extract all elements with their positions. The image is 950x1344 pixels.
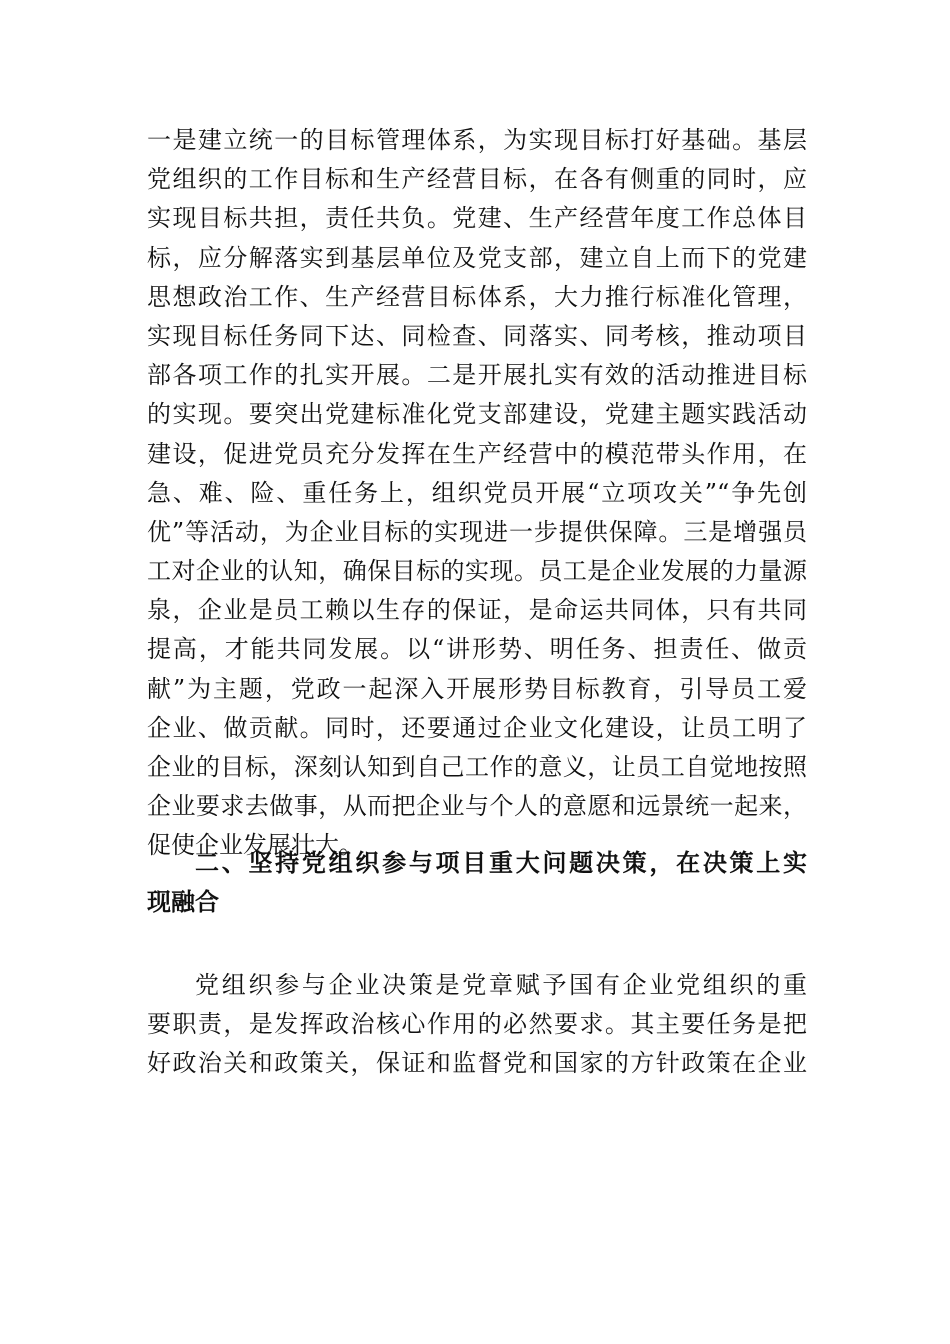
text-line: 工对企业的认知，确保目标的实现。员工是企业发展的力量源 <box>147 557 807 586</box>
text-line: 建设，促进党员充分发挥在生产经营中的模范带头作用，在 <box>147 439 807 468</box>
text-line: 的实现。要突出党建标准化党支部建设，党建主题实践活动 <box>147 400 807 429</box>
text-line: 一是建立统一的目标管理体系，为实现目标打好基础。基层 <box>147 126 807 154</box>
body-paragraph-1 <box>147 121 807 866</box>
text-line: 企业要求去做事，从而把企业与个人的意愿和远景统一起来， <box>147 792 807 821</box>
text-line: 企业、做贡献。同时，还要通过企业文化建设，让员工明了 <box>147 713 807 742</box>
text-line: 思想政治工作、生产经营目标体系，大力推行标准化管理， <box>147 282 807 311</box>
text-line: 急、难、险、重任务上，组织党员开展“立项攻关”“争先创 <box>147 478 807 507</box>
section-heading <box>147 844 807 922</box>
text-line: 促使企业发展壮大。 <box>147 831 363 860</box>
heading-line: 现融合 <box>147 888 219 917</box>
heading-line: 二、坚持党组织参与项目重大问题决策，在决策上实 <box>195 849 807 877</box>
text-line: 实现目标任务同下达、同检查、同落实、同考核，推动项目 <box>147 321 807 350</box>
text-line: 实现目标共担，责任共负。党建、生产经营年度工作总体目 <box>147 204 807 233</box>
body-paragraph-2 <box>147 966 807 1084</box>
text-line: 优”等活动，为企业目标的实现进一步提供保障。三是增强员 <box>147 517 807 546</box>
text-line: 党组织参与企业决策是党章赋予国有企业党组织的重 <box>195 971 807 999</box>
text-line: 泉，企业是员工赖以生存的保证，是命运共同体，只有共同 <box>147 596 807 625</box>
text-line: 企业的目标，深刻认知到自己工作的意义，让员工自觉地按照 <box>147 753 807 781</box>
text-line: 献”为主题，党政一起深入开展形势目标教育，引导员工爱 <box>147 674 807 703</box>
text-line: 党组织的工作目标和生产经营目标，在各有侧重的同时，应 <box>147 165 807 194</box>
text-line: 部各项工作的扎实开展。二是开展扎实有效的活动推进目标 <box>147 361 807 390</box>
text-line: 提高，才能共同发展。以“讲形势、明任务、担责任、做贡 <box>147 635 807 664</box>
text-line: 好政治关和政策关，保证和监督党和国家的方针政策在企业 <box>147 1049 807 1078</box>
text-line: 要职责，是发挥政治核心作用的必然要求。其主要任务是把 <box>147 1010 807 1039</box>
text-line: 标，应分解落实到基层单位及党支部，建立自上而下的党建 <box>147 243 807 272</box>
